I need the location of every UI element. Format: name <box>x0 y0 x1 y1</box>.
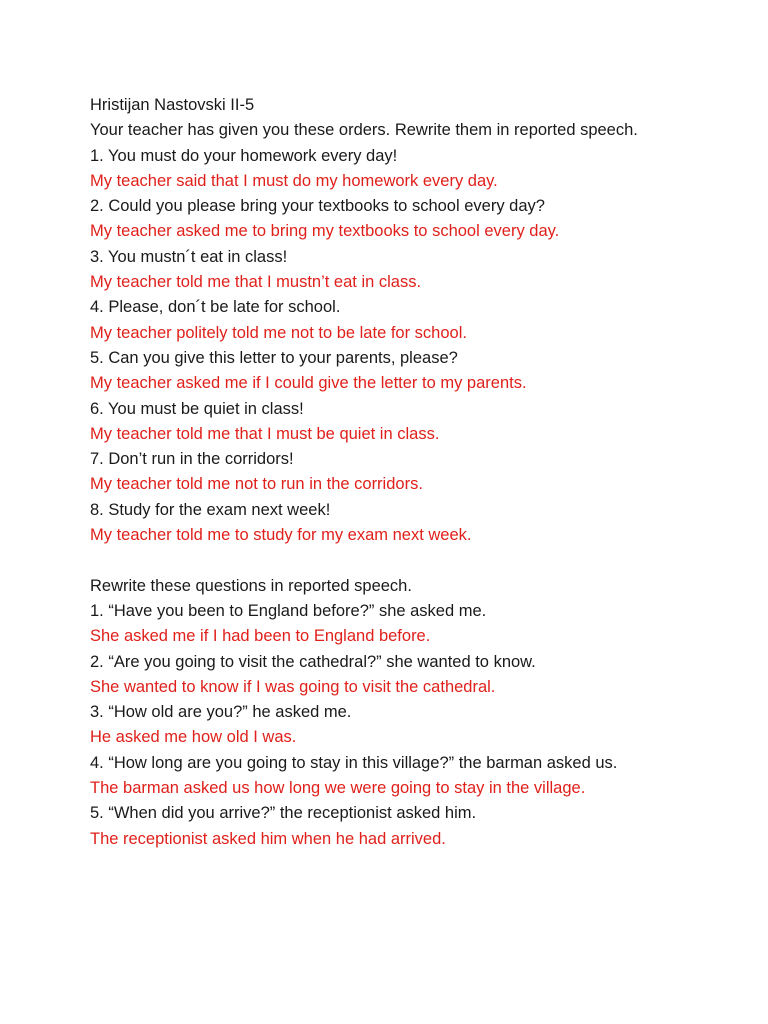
section1-answer-4: My teacher politely told me not to be late for school. <box>90 323 467 342</box>
section1-answer-5: My teacher asked me if I could give the letter to my parents. <box>90 374 527 393</box>
section1-answer-2: My teacher asked me to bring my textbooks to school every day. <box>90 222 560 241</box>
student-name-header: Hristijan Nastovski II-5 <box>90 96 255 114</box>
section1-answer-8: My teacher told me to study for my exam next week. <box>90 526 472 545</box>
section1-answer-1: My teacher said that I must do my homework every day. <box>90 171 498 190</box>
section1-prompt-1: 1. You must do your homework every day! <box>90 146 398 165</box>
section1-answer-6: My teacher told me that I must be quiet in class. <box>90 424 440 443</box>
section2-prompt-1: 1. “Have you been to England before?” she asked me. <box>90 601 487 620</box>
section1-prompt-5: 5. Can you give this letter to your parents, please? <box>90 348 458 367</box>
section2-prompt-3: 3. “How old are you?” he asked me. <box>90 703 352 722</box>
section2-instruction: Rewrite these questions in reported speech. <box>90 576 412 595</box>
section1-answer-3: My teacher told me that I mustn’t eat in class. <box>90 273 422 292</box>
section2-answer-2: She wanted to know if I was going to visit the cathedral. <box>90 677 496 696</box>
section2-answer-1: She asked me if I had been to England before. <box>90 627 431 646</box>
section1-prompt-6: 6. You must be quiet in class! <box>90 399 304 418</box>
section1-prompt-2: 2. Could you please bring your textbooks to school every day? <box>90 197 545 216</box>
section2-prompt-4: 4. “How long are you going to stay in this village?” the barman asked us. <box>90 753 618 772</box>
section2-prompt-2: 2. “Are you going to visit the cathedral?” she wanted to know. <box>90 652 536 671</box>
section1-prompt-7: 7. Don’t run in the corridors! <box>90 450 294 469</box>
section1-answer-7: My teacher told me not to run in the corridors. <box>90 475 423 494</box>
section1-prompt-8: 8. Study for the exam next week! <box>90 500 331 519</box>
section2-prompt-5: 5. “When did you arrive?” the receptionist asked him. <box>90 804 477 823</box>
section1-prompt-3: 3. You mustn´t eat in class! <box>90 247 288 266</box>
section1-instruction: Your teacher has given you these orders. Rewrite them in reported speech. <box>90 121 638 140</box>
section-spacer <box>90 548 750 573</box>
section2-answer-3: He asked me how old I was. <box>90 728 297 747</box>
document-page <box>90 93 750 852</box>
section2-answer-5: The receptionist asked him when he had arrived. <box>90 829 446 848</box>
section1-prompt-4: 4. Please, don´t be late for school. <box>90 298 341 317</box>
section2-answer-4: The barman asked us how long we were going to stay in the village. <box>90 779 586 798</box>
